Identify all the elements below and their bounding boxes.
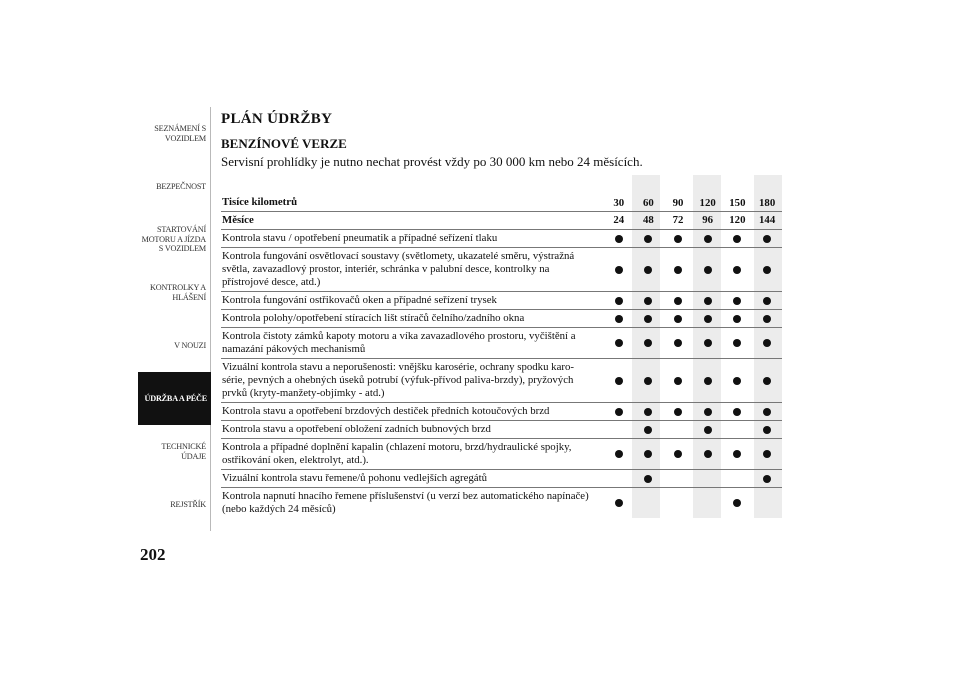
interval-cell — [693, 310, 723, 328]
chapter-tab-line: ÚDRŽBA A PÉČE — [144, 393, 207, 403]
chapter-tab-line: SEZNÁMENÍ S — [154, 124, 206, 133]
chapter-tab-label — [170, 500, 206, 510]
maintenance-item: Kontrola polohy/opotřebení stíracích lišt stíračů čelního/zadního okna — [221, 310, 604, 328]
interval-cell — [723, 488, 753, 519]
check-dot-icon — [763, 235, 771, 243]
interval-cell — [663, 488, 693, 519]
chapter-tab-line: STARTOVÁNÍ — [156, 225, 206, 235]
interval-cell — [634, 359, 664, 403]
interval-cell — [663, 403, 693, 421]
months-value: 144 — [752, 212, 782, 230]
table-row — [221, 403, 782, 421]
check-dot-icon — [644, 426, 652, 434]
chapter-tab[interactable] — [138, 107, 211, 160]
interval-cell — [693, 248, 723, 292]
page-title: PLÁN ÚDRŽBY — [221, 111, 333, 127]
chapter-tab-line: V NOUZI — [174, 340, 206, 350]
interval-cell — [723, 439, 753, 470]
check-dot-icon — [615, 450, 623, 458]
check-dot-icon — [615, 235, 623, 243]
chapter-tab-line: ÚDAJE — [181, 451, 206, 461]
table-row — [221, 439, 782, 470]
interval-cell — [693, 421, 723, 439]
table-row — [221, 292, 782, 310]
check-dot-icon — [644, 377, 652, 385]
interval-cell — [634, 328, 664, 359]
interval-cell — [663, 328, 693, 359]
chapter-tab[interactable] — [138, 213, 211, 266]
km-value: 30 — [613, 197, 625, 209]
check-dot-icon — [704, 426, 712, 434]
chapter-tab-label — [174, 341, 206, 351]
check-dot-icon — [674, 408, 682, 416]
page-number: 202 — [140, 545, 166, 564]
interval-cell — [604, 470, 634, 488]
check-dot-icon — [704, 266, 712, 274]
maintenance-item: Kontrola stavu a opotřebení obložení zadních bubnových brzd — [221, 421, 604, 439]
months-value: 24 — [604, 212, 634, 230]
interval-cell — [634, 292, 664, 310]
check-dot-icon — [674, 377, 682, 385]
months-header-row — [221, 212, 782, 230]
intro-text: Servisní prohlídky je nutno nechat provést vždy po 30 000 km nebo 24 měsících. — [221, 154, 643, 169]
km-header-row — [221, 175, 782, 212]
months-value: 120 — [723, 212, 753, 230]
check-dot-icon — [733, 315, 741, 323]
interval-cell — [663, 248, 693, 292]
chapter-tab-label — [154, 124, 206, 143]
interval-cell — [723, 230, 753, 248]
maintenance-table — [221, 175, 782, 518]
interval-cell — [752, 470, 782, 488]
interval-cell — [634, 470, 664, 488]
check-dot-icon — [644, 235, 652, 243]
check-dot-icon — [733, 450, 741, 458]
interval-cell — [663, 310, 693, 328]
interval-cell — [723, 248, 753, 292]
chapter-tab[interactable] — [138, 478, 211, 531]
interval-cell — [723, 403, 753, 421]
interval-cell — [693, 439, 723, 470]
check-dot-icon — [763, 377, 771, 385]
interval-cell — [634, 488, 664, 519]
table-row — [221, 421, 782, 439]
chapter-tab-line: KONTROLKY A — [150, 283, 206, 292]
interval-cell — [693, 328, 723, 359]
interval-cell — [634, 248, 664, 292]
interval-cell — [663, 292, 693, 310]
interval-cell — [752, 230, 782, 248]
table-row — [221, 359, 782, 403]
check-dot-icon — [704, 377, 712, 385]
check-dot-icon — [644, 315, 652, 323]
interval-cell — [634, 421, 664, 439]
chapter-tab-line: TECHNICKÉ — [161, 442, 206, 451]
interval-cell — [723, 470, 753, 488]
section-subtitle: BENZÍNOVÉ VERZE — [221, 136, 347, 151]
interval-cell — [634, 310, 664, 328]
chapter-tab-line: BEZPEČNOST — [156, 181, 206, 191]
interval-cell — [604, 488, 634, 519]
interval-cell — [663, 230, 693, 248]
table-row — [221, 248, 782, 292]
maintenance-item: Kontrola stavu a opotřebení brzdových destiček předních kotoučových brzd — [221, 403, 604, 421]
chapter-tab-label — [156, 182, 206, 192]
interval-cell — [604, 421, 634, 439]
interval-cell — [693, 488, 723, 519]
check-dot-icon — [763, 475, 771, 483]
chapter-tab-label — [142, 225, 206, 254]
interval-cell — [752, 292, 782, 310]
table-row — [221, 488, 782, 519]
check-dot-icon — [704, 408, 712, 416]
interval-cell — [723, 292, 753, 310]
table-row — [221, 310, 782, 328]
interval-cell — [604, 403, 634, 421]
check-dot-icon — [704, 235, 712, 243]
interval-cell — [723, 328, 753, 359]
maintenance-item: Kontrola čistoty zámků kapoty motoru a víka zavazadlového prostoru, vyčištění a namazání pákových mechanismů — [221, 328, 604, 359]
check-dot-icon — [674, 315, 682, 323]
interval-cell — [693, 403, 723, 421]
chapter-tab-label — [161, 442, 206, 461]
maintenance-item: Kontrola napnutí hnacího řemene příslušenství (u verzí bez automatického napínače) (nebo každých 24 měsíců) — [221, 488, 604, 519]
maintenance-item: Kontrola a případné doplnění kapalin (chlazení motoru, brzd/hydraulické spojky, ostřikování oken, elektrolyt, atd.). — [221, 439, 604, 470]
maintenance-item: Vizuální kontrola stavu řemene/ů pohonu vedlejších agregátů — [221, 470, 604, 488]
interval-cell — [663, 470, 693, 488]
chapter-tab-line: S VOZIDLEM — [158, 244, 206, 254]
check-dot-icon — [733, 235, 741, 243]
interval-cell — [693, 359, 723, 403]
interval-cell — [604, 292, 634, 310]
chapter-tab-line: REJSTŘÍK — [170, 499, 206, 509]
check-dot-icon — [615, 297, 623, 305]
km-value: 150 — [729, 197, 746, 209]
chapter-tab[interactable] — [138, 319, 211, 372]
check-dot-icon — [674, 450, 682, 458]
interval-cell — [752, 328, 782, 359]
check-dot-icon — [704, 450, 712, 458]
interval-cell — [693, 470, 723, 488]
months-value: 72 — [663, 212, 693, 230]
interval-cell — [752, 421, 782, 439]
check-dot-icon — [615, 339, 623, 347]
km-value: 90 — [672, 197, 684, 209]
check-dot-icon — [763, 408, 771, 416]
check-dot-icon — [763, 426, 771, 434]
interval-cell — [723, 421, 753, 439]
check-dot-icon — [763, 297, 771, 305]
check-dot-icon — [763, 450, 771, 458]
interval-cell — [604, 439, 634, 470]
interval-cell — [604, 230, 634, 248]
km-value: 180 — [759, 197, 776, 209]
check-dot-icon — [644, 297, 652, 305]
maintenance-item: Kontrola fungování ostřikovačů oken a případné seřízení trysek — [221, 292, 604, 310]
check-dot-icon — [733, 297, 741, 305]
table-row — [221, 328, 782, 359]
interval-cell — [723, 310, 753, 328]
interval-cell — [752, 359, 782, 403]
maintenance-item: Kontrola fungování osvětlovací soustavy (světlomety, ukazatelé směru, výstražná světla, zavazadlový prostor, interiér, schránka v palubní desce, kontrolky na přístrojové desce, atd.) — [221, 248, 604, 292]
km-value: 60 — [642, 197, 654, 209]
check-dot-icon — [733, 266, 741, 274]
chapter-tab-label — [150, 283, 206, 302]
check-dot-icon — [704, 315, 712, 323]
interval-cell — [723, 359, 753, 403]
check-dot-icon — [674, 297, 682, 305]
maintenance-item: Kontrola stavu / opotřebení pneumatik a případné seřízení tlaku — [221, 230, 604, 248]
interval-cell — [604, 359, 634, 403]
check-dot-icon — [615, 266, 623, 274]
interval-cell — [693, 292, 723, 310]
interval-cell — [752, 403, 782, 421]
check-dot-icon — [674, 235, 682, 243]
chapter-tab[interactable] — [138, 160, 211, 213]
check-dot-icon — [763, 266, 771, 274]
interval-cell — [634, 439, 664, 470]
km-label: Tisíce kilometrů — [222, 196, 298, 208]
table-row — [221, 470, 782, 488]
interval-cell — [663, 439, 693, 470]
interval-cell — [634, 403, 664, 421]
interval-cell — [604, 310, 634, 328]
check-dot-icon — [763, 339, 771, 347]
check-dot-icon — [615, 315, 623, 323]
check-dot-icon — [674, 339, 682, 347]
chapter-tab-line: MOTORU A JÍZDA — [141, 234, 206, 244]
check-dot-icon — [615, 499, 623, 507]
chapter-tab[interactable] — [138, 425, 211, 478]
months-label: Měsíce — [221, 212, 604, 230]
interval-cell — [752, 488, 782, 519]
check-dot-icon — [644, 450, 652, 458]
check-dot-icon — [704, 297, 712, 305]
interval-cell — [604, 248, 634, 292]
interval-cell — [663, 421, 693, 439]
chapter-tab-line: HLÁŠENÍ — [172, 292, 206, 302]
check-dot-icon — [644, 339, 652, 347]
check-dot-icon — [733, 408, 741, 416]
km-value: 120 — [699, 197, 716, 209]
chapter-tab-line: VOZIDLEM — [164, 133, 206, 143]
interval-cell — [634, 230, 664, 248]
interval-cell — [752, 248, 782, 292]
interval-cell — [693, 230, 723, 248]
table-row — [221, 230, 782, 248]
chapter-tab[interactable] — [138, 266, 211, 319]
check-dot-icon — [733, 499, 741, 507]
check-dot-icon — [644, 475, 652, 483]
maintenance-item: Vizuální kontrola stavu a neporušenosti: vnějšku karosérie, ochrany spodku karo-série, pevných a ohebných úseků potrubí (výfuk-přívod paliva-brzdy), pryžových prvků (kryty-manžety-objímky - atd.) — [221, 359, 604, 403]
check-dot-icon — [733, 377, 741, 385]
check-dot-icon — [674, 266, 682, 274]
check-dot-icon — [615, 377, 623, 385]
interval-cell — [604, 328, 634, 359]
interval-cell — [752, 310, 782, 328]
months-value: 48 — [634, 212, 664, 230]
check-dot-icon — [644, 408, 652, 416]
check-dot-icon — [763, 315, 771, 323]
check-dot-icon — [615, 408, 623, 416]
chapter-tab[interactable] — [138, 372, 211, 425]
chapter-tabs — [138, 107, 211, 531]
check-dot-icon — [644, 266, 652, 274]
interval-cell — [752, 439, 782, 470]
check-dot-icon — [733, 339, 741, 347]
months-value: 96 — [693, 212, 723, 230]
chapter-tab-label — [145, 394, 207, 404]
check-dot-icon — [704, 339, 712, 347]
interval-cell — [663, 359, 693, 403]
